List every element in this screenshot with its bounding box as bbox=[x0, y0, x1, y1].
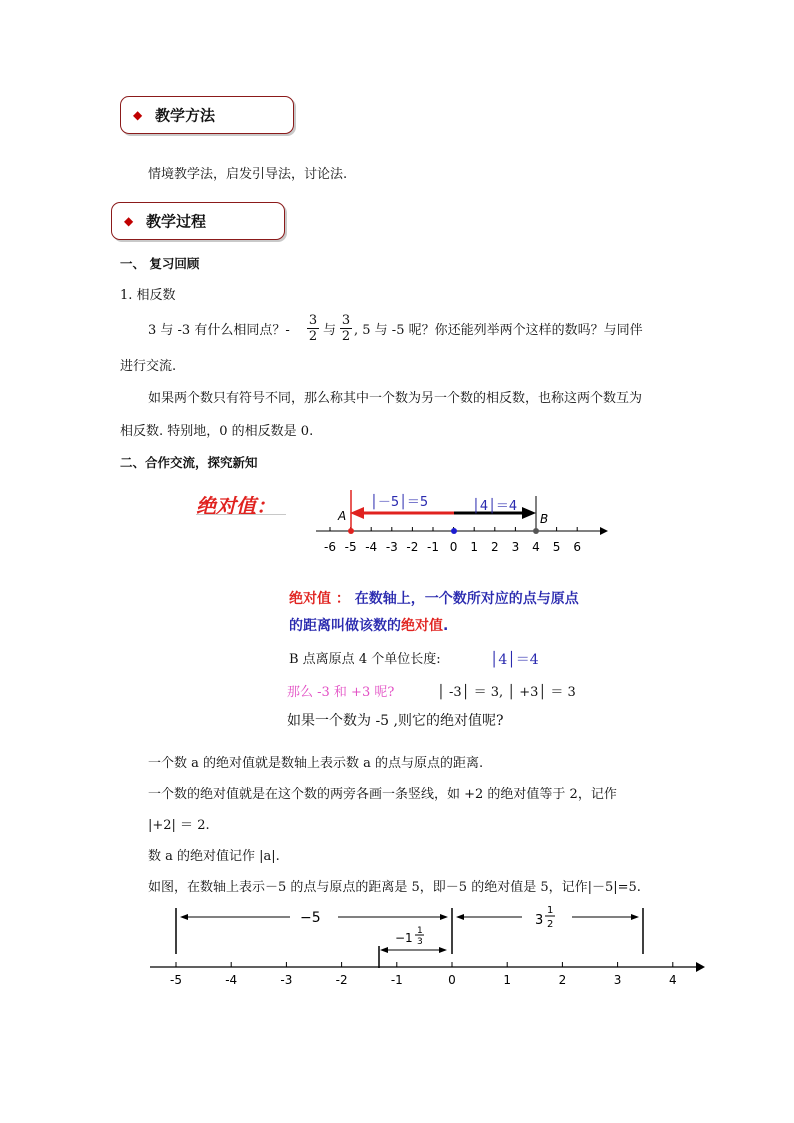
definition-line-2: 的距离叫做该数的绝对值. bbox=[289, 618, 449, 634]
note-4: 数 a 的绝对值记作 |a|. bbox=[148, 849, 280, 864]
tick-label: -2 bbox=[335, 973, 348, 987]
note-5: 如图，在数轴上表示－5 的点与原点的距离是 5，即－5 的绝对值是 5，记作|－5|=5. bbox=[148, 880, 641, 895]
tick-label: 4 bbox=[668, 973, 677, 987]
tick-label: 1 bbox=[470, 540, 479, 554]
question-answer: │ -3│ ＝ 3, │ +3│ ＝ 3 bbox=[437, 685, 576, 700]
note-1: 一个数 a 的绝对值就是数轴上表示数 a 的点与原点的距离. bbox=[148, 756, 484, 771]
title-underline bbox=[196, 514, 286, 515]
axis-arrow-icon bbox=[600, 527, 608, 535]
question-text-c: 进行交流. bbox=[120, 359, 177, 374]
definition-line-1 bbox=[289, 590, 579, 608]
tick-label: 1 bbox=[503, 973, 512, 987]
tick-label: -6 bbox=[324, 540, 336, 554]
question-text-yu: 与 bbox=[323, 323, 337, 338]
definition-body: 在数轴上，一个数所对应的点与原点 bbox=[354, 591, 579, 607]
fraction-3-2-a: $\frac{3}{2}$ bbox=[308, 313, 318, 344]
label-3-half-den: 2 bbox=[547, 919, 554, 930]
point-b bbox=[533, 528, 539, 534]
tick-label: -5 bbox=[344, 540, 357, 554]
definition-term: 绝对值 ： bbox=[289, 591, 350, 607]
b-distance-text: B 点离原点 4 个单位长度: bbox=[289, 652, 441, 667]
abs-4-label: │4│＝4 bbox=[472, 499, 518, 514]
label-3-half-num: 1 bbox=[547, 905, 554, 916]
tick-label: -2 bbox=[406, 540, 419, 554]
tick-label: 2 bbox=[558, 973, 567, 987]
tick-label: -3 bbox=[385, 540, 398, 554]
section-heading-teaching-process bbox=[111, 202, 285, 240]
arrow-left-icon bbox=[456, 914, 464, 920]
b-abs-value: │4│＝4 bbox=[490, 652, 539, 668]
note-2: 一个数的绝对值就是在这个数的两旁各画一条竖线，如 +2 的绝对值等于 2，记作 bbox=[148, 787, 617, 802]
tick-label: 2 bbox=[490, 540, 499, 554]
definition-text-a: 如果两个数只有符号不同，那么称其中一个数为另一个数的相反数，也称这两个数互为 bbox=[148, 391, 643, 406]
arrow-left-icon bbox=[380, 947, 388, 953]
label-b: B bbox=[540, 512, 549, 526]
note-3: |+2| ＝ 2. bbox=[148, 818, 210, 833]
red-arrow-head-icon bbox=[350, 507, 364, 519]
section-title: 教学方法 bbox=[155, 106, 216, 125]
section-heading-teaching-method bbox=[120, 96, 294, 134]
question-pink: 那么 -3 和 +3 呢? bbox=[287, 685, 395, 700]
part2-heading: 二、合作交流，探究新知 bbox=[120, 455, 258, 470]
tick-label: 3 bbox=[613, 973, 622, 987]
label-neg1-third-num: 1 bbox=[417, 926, 423, 936]
teaching-method-content: 情境教学法，启发引导法，讨论法. bbox=[148, 167, 348, 182]
question-text-b: , 5 与 -5 呢？你还能列举两个这样的数吗？与同伴 bbox=[354, 323, 643, 338]
label-3-half-whole: 3 bbox=[535, 913, 544, 928]
label-neg1-third-whole: −1 bbox=[395, 931, 413, 945]
tick-label: 5 bbox=[552, 540, 561, 554]
tick-label: -1 bbox=[390, 973, 403, 987]
diamond-bullet-icon: ◆ bbox=[133, 108, 143, 122]
definition-text-b: 相反数. 特别地，0 的相反数是 0. bbox=[120, 424, 314, 439]
part1-heading: 一、 复习回顾 bbox=[120, 256, 200, 271]
tick-label: -4 bbox=[225, 973, 238, 987]
arrow-right-icon bbox=[440, 914, 448, 920]
label-neg1-third-den: 3 bbox=[417, 937, 423, 947]
tick-label: 3 bbox=[511, 540, 520, 554]
tick-label: 6 bbox=[573, 540, 582, 554]
tick-label: 0 bbox=[449, 540, 458, 554]
black-arrow-head-icon bbox=[522, 507, 536, 519]
point-origin bbox=[451, 528, 457, 534]
absolute-value-title: 绝对值： bbox=[196, 494, 276, 518]
arrow-right-icon bbox=[631, 914, 639, 920]
diamond-bullet-icon: ◆ bbox=[124, 214, 134, 228]
tick-label: -5 bbox=[170, 973, 182, 987]
arrow-left-icon bbox=[180, 914, 188, 920]
tick-label: -1 bbox=[427, 540, 439, 554]
tick-label: 4 bbox=[532, 540, 540, 554]
question-last: 如果一个数为 -5 ,则它的绝对值呢? bbox=[287, 713, 504, 729]
section-title: 教学过程 bbox=[146, 212, 207, 231]
axis-arrow-icon bbox=[696, 962, 705, 972]
part1-subheading: 1. 相反数 bbox=[120, 288, 176, 303]
abs-neg5-label: │－5│＝5 bbox=[370, 495, 429, 510]
label-neg5-distance: −5 bbox=[300, 910, 321, 926]
fraction-3-2-b: $\frac{3}{2}$ bbox=[341, 313, 351, 344]
point-a bbox=[348, 528, 354, 534]
tick-label: -4 bbox=[365, 540, 378, 554]
number-line-diagram-1 bbox=[310, 488, 610, 560]
tick-label: -3 bbox=[280, 973, 293, 987]
label-a: A bbox=[338, 509, 347, 523]
tick-label: 0 bbox=[448, 973, 456, 987]
question-text-a: 3 与 -3 有什么相同点？- bbox=[148, 323, 290, 338]
number-line-diagram-2 bbox=[140, 900, 710, 992]
arrow-right-icon bbox=[439, 947, 447, 953]
